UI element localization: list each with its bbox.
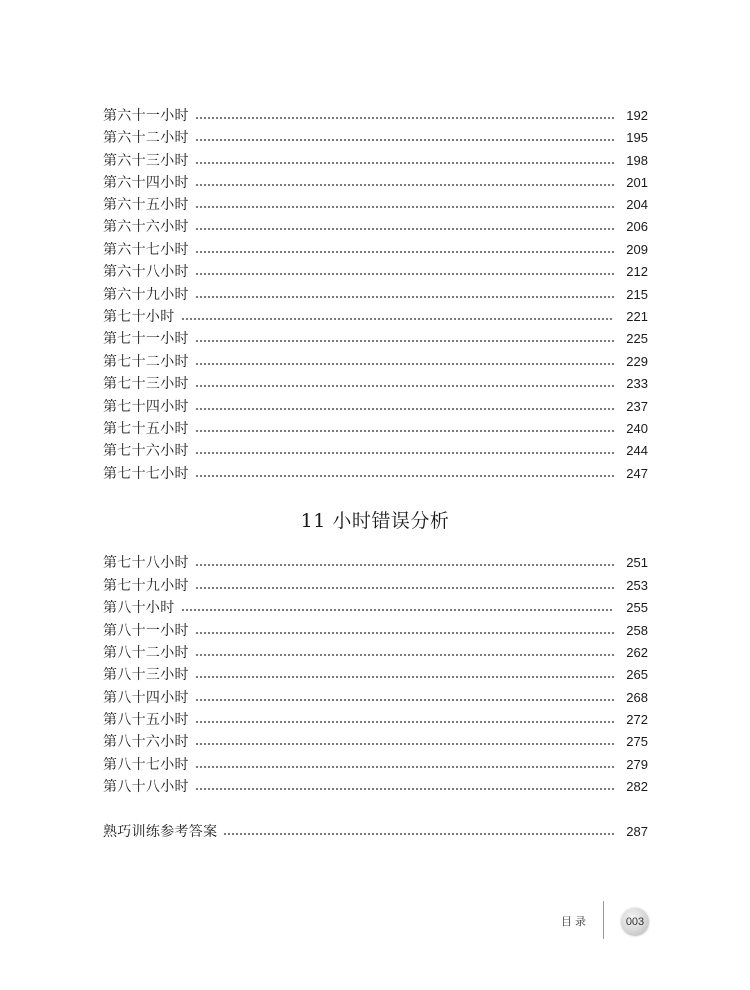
toc-entry-title: 第六十六小时 (103, 219, 189, 235)
toc-row[interactable] (103, 463, 648, 485)
dot-leader (195, 228, 614, 230)
toc-page-number: 255 (626, 600, 648, 615)
dot-leader (195, 408, 614, 410)
toc-entry-title: 第七十七小时 (103, 466, 189, 482)
toc-row[interactable] (103, 552, 648, 574)
dot-leader (195, 296, 614, 298)
toc-row[interactable] (103, 194, 648, 216)
toc-entry-title: 第七十二小时 (103, 354, 189, 370)
dot-leader (223, 833, 614, 835)
toc-row[interactable] (103, 709, 648, 731)
toc-row[interactable] (103, 373, 648, 395)
toc-entry-title: 第七十三小时 (103, 376, 189, 392)
dot-leader (181, 609, 615, 611)
toc-row[interactable] (103, 664, 648, 686)
dot-leader (195, 676, 614, 678)
footer-divider (603, 901, 604, 939)
toc-page-number: 209 (626, 242, 648, 257)
toc-entry-title: 第八十三小时 (103, 667, 189, 683)
dot-leader (195, 251, 614, 253)
dot-leader (181, 318, 615, 320)
toc-entry-title: 第八十七小时 (103, 757, 189, 773)
toc-page-number: 192 (626, 108, 648, 123)
toc-row[interactable] (103, 127, 648, 149)
toc-entry-title: 第七十一小时 (103, 331, 189, 347)
toc-page-number: 247 (626, 466, 648, 481)
toc-row[interactable] (103, 261, 648, 283)
toc-entry-title: 第七十九小时 (103, 578, 189, 594)
dot-leader (195, 117, 614, 119)
toc-page-number: 237 (626, 399, 648, 414)
dot-leader (195, 632, 614, 634)
dot-leader (195, 564, 614, 566)
toc-page-number: 195 (626, 130, 648, 145)
toc-page-number: 215 (626, 287, 648, 302)
toc-row[interactable] (103, 754, 648, 776)
toc-entry-title: 第八十五小时 (103, 712, 189, 728)
dot-leader (195, 452, 614, 454)
toc-page-number: 244 (626, 443, 648, 458)
dot-leader (195, 184, 614, 186)
toc-entry-title: 第六十一小时 (103, 108, 189, 124)
toc-page-number: 287 (626, 824, 648, 839)
dot-leader (195, 273, 614, 275)
dot-leader (195, 363, 614, 365)
toc-page-number: 229 (626, 354, 648, 369)
toc-page-number: 279 (626, 757, 648, 772)
toc-page-number: 198 (626, 153, 648, 168)
toc-entry-title: 第六十九小时 (103, 287, 189, 303)
dot-leader (195, 743, 614, 745)
toc-row[interactable] (103, 328, 648, 350)
toc-page-number: 258 (626, 623, 648, 638)
section-heading: 11 小时错误分析 (300, 510, 450, 532)
dot-leader (195, 385, 614, 387)
toc-row[interactable] (103, 284, 648, 306)
dot-leader (195, 788, 614, 790)
toc-row[interactable] (103, 216, 648, 238)
toc-page-number: 262 (626, 645, 648, 660)
toc-entry-title: 第七十六小时 (103, 443, 189, 459)
footer-section-label: 目录 (561, 915, 589, 928)
toc-entry-title: 第八十六小时 (103, 734, 189, 750)
toc-entry-title: 第六十四小时 (103, 175, 189, 191)
toc-page-number: 201 (626, 175, 648, 190)
toc-entry-title: 第七十小时 (103, 309, 175, 325)
toc-row[interactable] (103, 105, 648, 127)
toc-row[interactable] (103, 440, 648, 462)
toc-page-number: 206 (626, 219, 648, 234)
toc-row[interactable] (103, 642, 648, 664)
toc-row[interactable] (103, 351, 648, 373)
dot-leader (195, 139, 614, 141)
toc-entry-title: 第六十八小时 (103, 264, 189, 280)
toc-entry-title: 第六十三小时 (103, 153, 189, 169)
toc-entry-title: 第八十八小时 (103, 779, 189, 795)
toc-row[interactable] (103, 396, 648, 418)
toc-row[interactable] (103, 731, 648, 753)
toc-row-answers[interactable] (103, 821, 648, 843)
toc-row[interactable] (103, 575, 648, 597)
dot-leader (195, 475, 614, 477)
toc-entry-title: 第八十小时 (103, 600, 175, 616)
toc-row[interactable] (103, 239, 648, 261)
toc-page-number: 225 (626, 331, 648, 346)
toc-page-number: 221 (626, 309, 648, 324)
toc-row[interactable] (103, 418, 648, 440)
toc-page-number: 272 (626, 712, 648, 727)
page-number: 003 (625, 916, 645, 928)
toc-entry-title: 熟巧训练参考答案 (103, 824, 218, 840)
toc-row[interactable] (103, 776, 648, 798)
toc-page-number: 275 (626, 734, 648, 749)
dot-leader (195, 721, 614, 723)
dot-leader (195, 206, 614, 208)
toc-entry-title: 第六十七小时 (103, 242, 189, 258)
toc-entry-title: 第八十二小时 (103, 645, 189, 661)
toc-entry-title: 第七十八小时 (103, 555, 189, 571)
toc-row[interactable] (103, 150, 648, 172)
dot-leader (195, 654, 614, 656)
page-number-badge (621, 908, 649, 936)
dot-leader (195, 766, 614, 768)
toc-row[interactable] (103, 620, 648, 642)
toc-page-number: 253 (626, 578, 648, 593)
toc-entry-title: 第八十四小时 (103, 690, 189, 706)
toc-page-number: 282 (626, 779, 648, 794)
toc-page-number: 268 (626, 690, 648, 705)
toc-row[interactable] (103, 687, 648, 709)
toc-page-number: 233 (626, 376, 648, 391)
toc-entry-title: 第七十四小时 (103, 399, 189, 415)
dot-leader (195, 587, 614, 589)
toc-page-number: 251 (626, 555, 648, 570)
toc-entry-title: 第八十一小时 (103, 623, 189, 639)
dot-leader (195, 430, 614, 432)
toc-row[interactable] (103, 306, 648, 328)
dot-leader (195, 699, 614, 701)
toc-row[interactable] (103, 597, 648, 619)
toc-entry-title: 第六十五小时 (103, 197, 189, 213)
toc-page-number: 212 (626, 264, 648, 279)
toc-entry-title: 第七十五小时 (103, 421, 189, 437)
dot-leader (195, 340, 614, 342)
dot-leader (195, 162, 614, 164)
toc-entry-title: 第六十二小时 (103, 130, 189, 146)
toc-page-number: 240 (626, 421, 648, 436)
toc-page-number: 265 (626, 667, 648, 682)
toc-page-number: 204 (626, 197, 648, 212)
toc-row[interactable] (103, 172, 648, 194)
